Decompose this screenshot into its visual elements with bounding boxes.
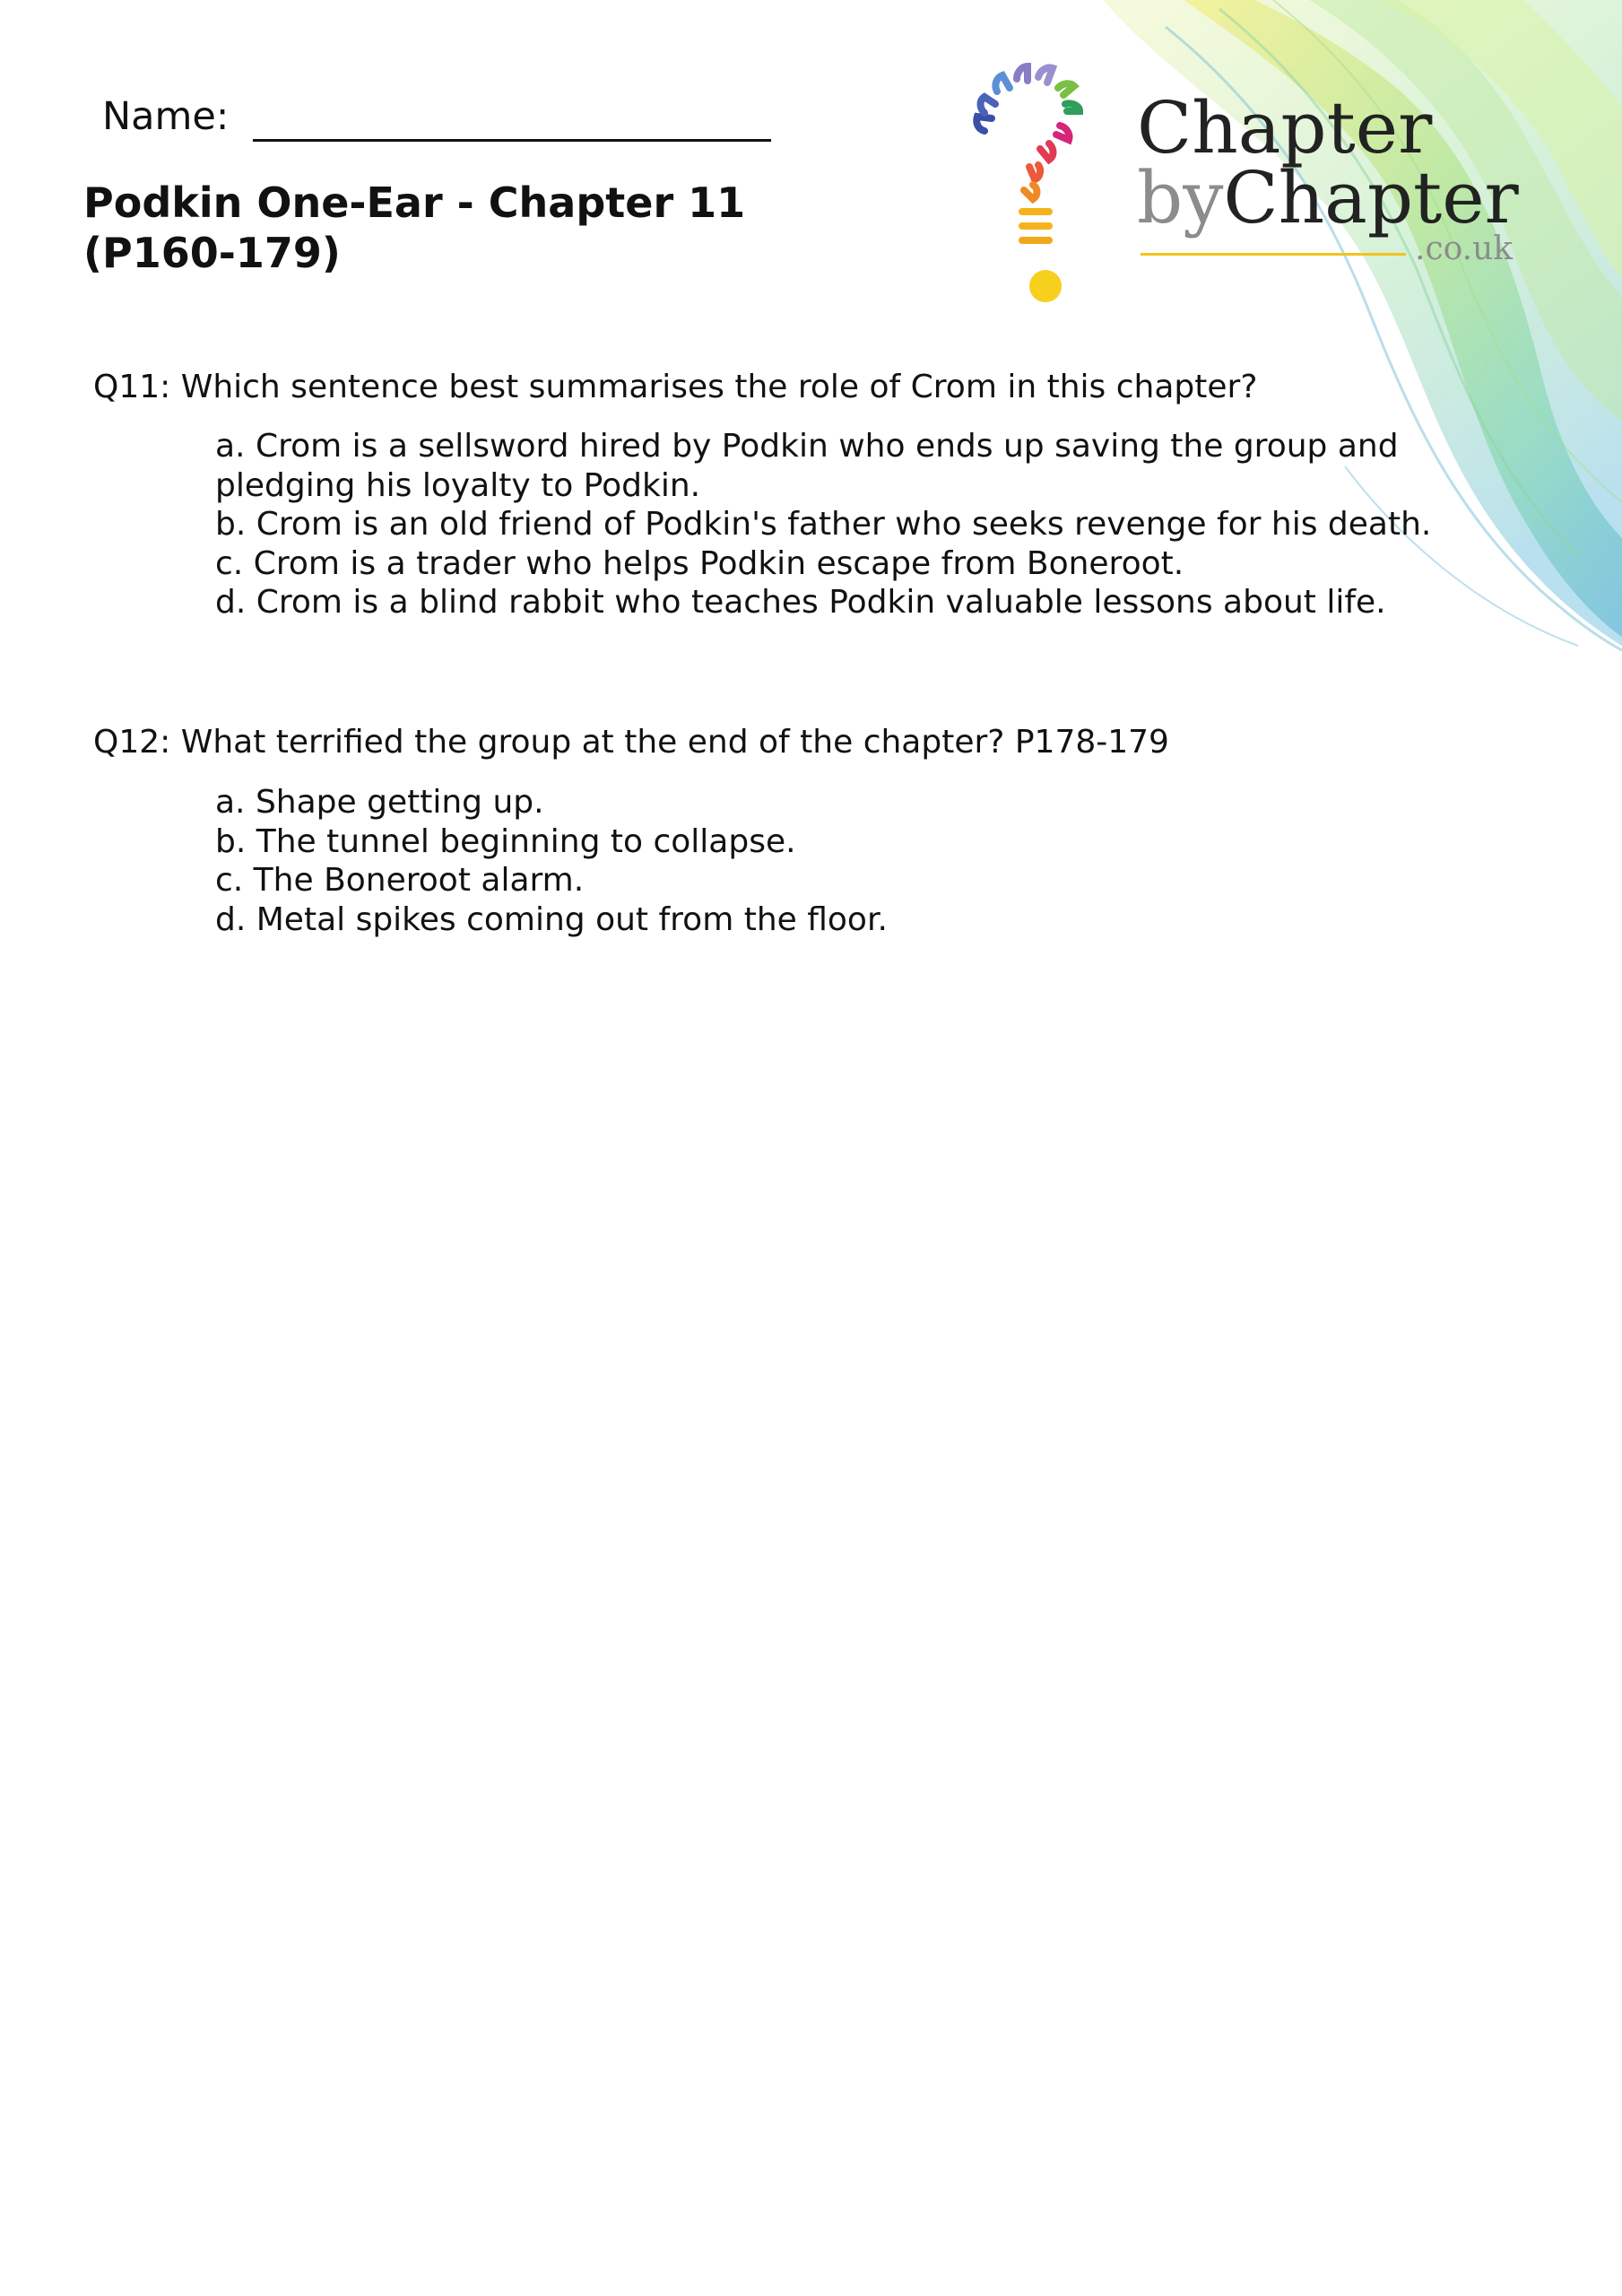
question-mark-of-books-icon — [965, 50, 1126, 310]
logo-word-by: by — [1137, 156, 1224, 239]
worksheet-title — [83, 178, 890, 278]
logo-word-bychapter — [1137, 158, 1519, 239]
title-line-1: Podkin One-Ear - Chapter 11 — [83, 178, 746, 227]
question-11-option-b: b. Crom is an old friend of Podkin's father who seeks revenge for his death. — [215, 506, 1432, 543]
question-12-options — [215, 783, 1506, 939]
question-12-option-d: d. Metal spikes coming out from the floor. — [215, 900, 888, 938]
question-12-option-a: a. Shape getting up. — [215, 784, 544, 821]
logo-underline — [1141, 253, 1406, 256]
name-write-line[interactable] — [253, 139, 771, 142]
question-12-prompt: Q12: What terrified the group at the end of the chapter? P178-179 — [93, 724, 1169, 761]
chapter-by-chapter-logo — [965, 50, 1539, 310]
logo-word-chapter: Chapter — [1137, 86, 1433, 170]
question-11-prompt: Q11: Which sentence best summarises the role of Crom in this chapter? — [93, 369, 1258, 405]
title-line-2: (P160-179) — [83, 229, 341, 277]
name-field-label: Name: — [102, 94, 230, 139]
logo-domain-suffix: .co.uk — [1415, 230, 1514, 267]
logo-word-chapter-2: Chapter — [1223, 156, 1519, 239]
question-11-options — [215, 427, 1506, 622]
question-11-option-a: a. Crom is a sellsword hired by Podkin who ends up saving the group and pledging his loyalty to Podkin. — [215, 428, 1399, 504]
question-11-option-c: c. Crom is a trader who helps Podkin escape from Boneroot. — [215, 544, 1184, 582]
question-11-option-d: d. Crom is a blind rabbit who teaches Podkin valuable lessons about life. — [215, 584, 1386, 621]
question-12-option-c: c. The Boneroot alarm. — [215, 862, 585, 899]
question-12-option-b: b. The tunnel beginning to collapse. — [215, 822, 796, 860]
